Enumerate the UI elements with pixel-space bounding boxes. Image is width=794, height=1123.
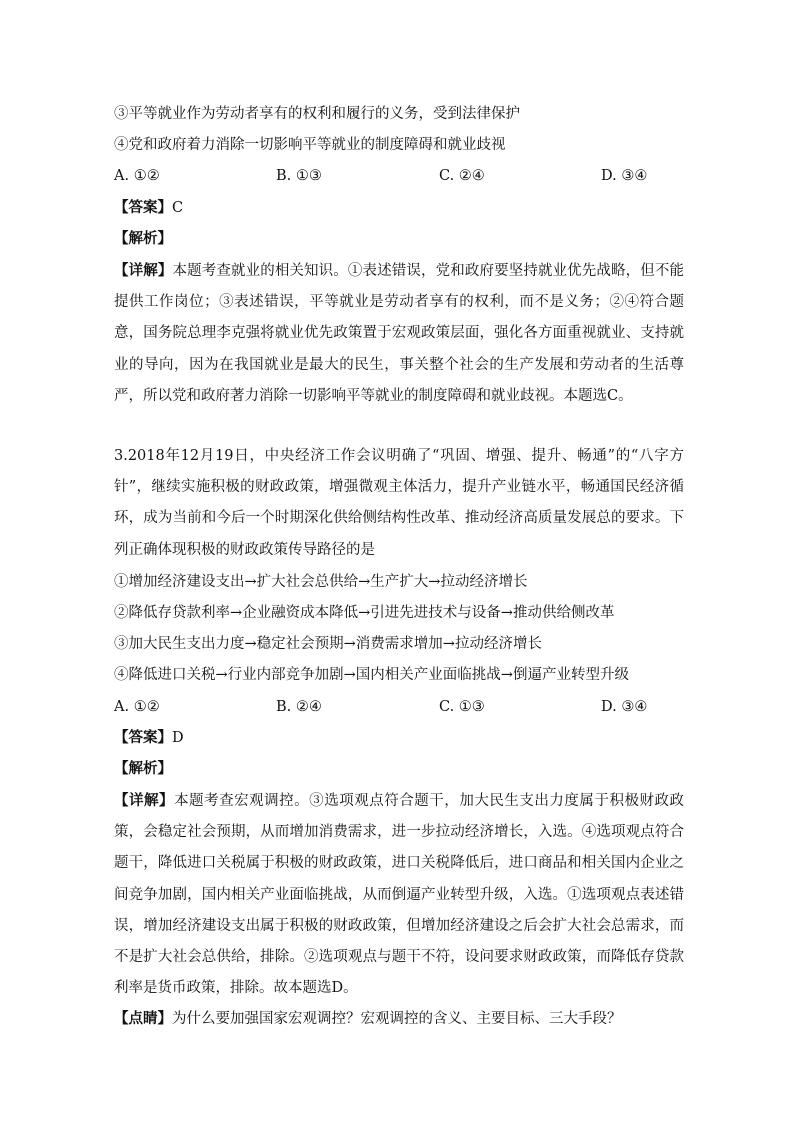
answer-tag: 【答案】 xyxy=(114,729,172,746)
detail-text: 本题考查宏观调控。③选项观点符合题干，加大民生支出力度属于积极财政政策，会稳定社会预期，从而增加消费需求，进一步拉动经济增长，入选。④选项观点符合题干，降低进口关税属于积极的财政政策，进口关税降低后，进口商品和相关国内企业之间竞争加剧，国内相关产业面临挑战，从而倒逼产业转型升级，入选。①选项观点表述错误，增加经济建设支出属于积极的财政政策，但增加经济建设之后会扩大社会总需求，而不是扩大社会总供给，排除。②选项观点与题干不符，设问要求财政政策，而降低存贷款利率是货币政策，排除。故本题选D。 xyxy=(114,793,685,997)
answer-value: D xyxy=(172,730,184,746)
q2-statement-3: ③平等就业作为劳动者享有的权利和履行的义务，受到法律保护 xyxy=(114,106,520,122)
q3-statement-3: ③加大民生支出力度→稳定社会预期→消费需求增加→拉动经济增长 xyxy=(114,636,542,652)
q2-answer xyxy=(114,198,183,218)
q3-statement-2: ②降低存贷款利率→企业融资成本降低→引进先进技术与设备→推动供给侧改革 xyxy=(114,605,615,621)
q3-options xyxy=(114,697,684,717)
q3-statement-1: ①增加经济建设支出→扩大社会总供给→生产扩大→拉动经济增长 xyxy=(114,574,528,590)
tip-tag: 【点睛】 xyxy=(114,1010,172,1027)
q3-detail xyxy=(114,785,684,1004)
q2-option-d: D. ③④ xyxy=(601,168,648,184)
q3-option-a: A. ①② xyxy=(114,699,160,715)
q3-stem: 3.2018年12月19日，中央经济工作会议明确了“巩固、增强、提升、畅通”的“八字方针”，继续实施积极的财政政策，增强微观主体活力，提升产业链水平，畅通国民经济循环，成为当前和今后一个时期深化供给侧结构性改革、推动经济高质量发展总的要求。下列正确体现积极的财政政策传导路径的是 xyxy=(114,448,684,558)
q3-option-b: B. ②④ xyxy=(276,699,322,715)
detail-tag: 【详解】 xyxy=(114,792,175,809)
q3-tip xyxy=(114,1009,622,1029)
answer-tag: 【答案】 xyxy=(114,199,172,216)
q3-statement-4: ④降低进口关税→行业内部竞争加剧→国内相关产业面临挑战→倒逼产业转型升级 xyxy=(114,667,629,683)
detail-text: 本题考查就业的相关知识。①表述错误，党和政府要坚持就业优先战略，但不能提供工作岗位；③表述错误，平等就业是劳动者享有的权利，而不是义务；②④符合题意，国务院总理李克强将就业优先政策置于宏观政策层面，强化各方面重视就业、支持就业的导向，因为在我国就业是最大的民生，事关整个社会的生产发展和劳动者的生活尊严，所以党和政府著力消除一切影响平等就业的制度障碍和就业歧视。本题选C。 xyxy=(114,263,685,404)
q3-analysis-tag: 【解析】 xyxy=(114,760,172,777)
q2-option-a: A. ①② xyxy=(114,168,160,184)
tip-text: 为什么要加强国家宏观调控？宏观调控的含义、主要目标、三大手段？ xyxy=(172,1011,622,1027)
q2-detail xyxy=(114,255,684,412)
q3-answer xyxy=(114,728,184,748)
q3-option-c: C. ①③ xyxy=(439,699,485,715)
detail-tag: 【详解】 xyxy=(114,262,173,279)
q2-options xyxy=(114,166,684,186)
q2-statement-4: ④党和政府着力消除一切影响平等就业的制度障碍和就业歧视 xyxy=(114,137,506,153)
q3-option-d: D. ③④ xyxy=(601,699,648,715)
q2-analysis-tag: 【解析】 xyxy=(114,230,172,247)
q2-option-c: C. ②④ xyxy=(439,168,485,184)
q2-option-b: B. ①③ xyxy=(276,168,322,184)
answer-value: C xyxy=(172,200,184,216)
